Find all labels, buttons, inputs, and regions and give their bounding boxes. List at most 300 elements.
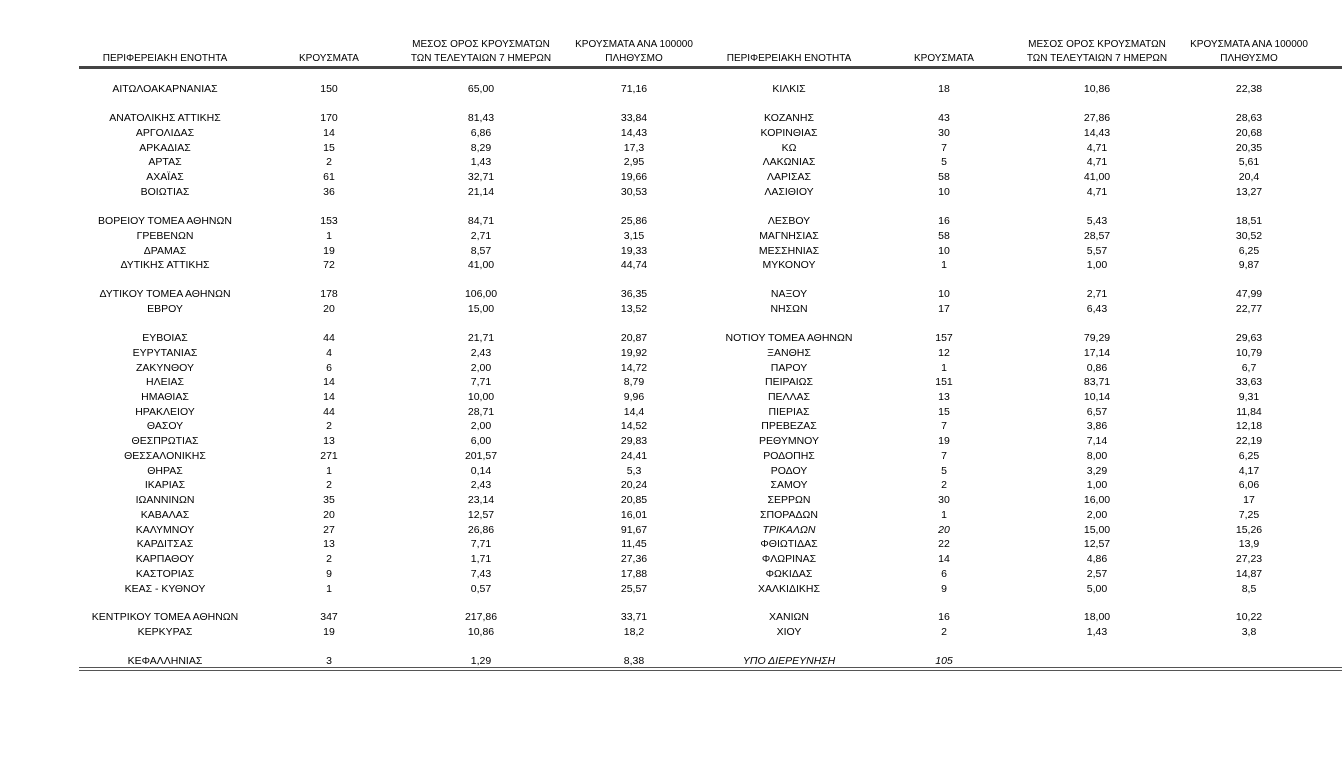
left-avg7-cell: 65,00 [467, 83, 495, 95]
left-per100k-cell: 2,95 [623, 156, 645, 168]
left-cases-cell: 178 [320, 288, 338, 300]
left-cases-cell: 14 [323, 391, 335, 403]
left-cases-cell: 20 [323, 509, 335, 521]
table-row [79, 170, 1342, 185]
right-per100k-cell: 3,8 [1241, 626, 1257, 638]
left-region-cell: ΓΡΕΒΕΝΩΝ [136, 230, 194, 242]
left-per100k-cell: 20,87 [620, 332, 648, 344]
right-avg7-cell: 4,71 [1086, 142, 1108, 154]
right-avg7-cell: 83,71 [1083, 376, 1111, 388]
right-region-cell: ΣΕΡΡΩΝ [767, 494, 811, 506]
left-per100k-cell: 91,67 [620, 524, 648, 536]
cases-table [79, 38, 1342, 667]
right-avg7-cell: 79,29 [1083, 332, 1111, 344]
right-region-cell: ΠΡΕΒΕΖΑΣ [761, 420, 817, 432]
right-region-cell: ΝΑΞΟΥ [770, 288, 808, 300]
right-per100k-cell: 17 [1243, 494, 1255, 506]
right-region-cell: ΛΕΣΒΟΥ [767, 215, 811, 227]
right-per100k-cell: 30,52 [1235, 230, 1263, 242]
left-cases-cell: 153 [320, 215, 338, 227]
left-cases-cell: 13 [323, 435, 335, 447]
right-per100k-cell: 11,84 [1236, 406, 1262, 418]
left-region-cell: ΒΟΙΩΤΙΑΣ [140, 186, 190, 198]
left-region-cell: ΑΡΚΑΔΙΑΣ [139, 142, 191, 154]
right-cases-cell: 6 [941, 568, 947, 580]
left-region-cell: ΘΕΣΣΑΛΟΝΙΚΗΣ [124, 450, 206, 462]
left-per100k-cell: 14,43 [620, 127, 648, 139]
right-region-cell: ΡΟΔΟΠΗΣ [763, 450, 815, 462]
left-per100k-cell: 3,15 [623, 230, 645, 242]
left-avg7-cell: 201,57 [464, 450, 498, 462]
table-row [79, 390, 1342, 405]
right-cases-cell: 16 [938, 215, 950, 227]
right-region-cell: ΦΩΚΙΔΑΣ [765, 568, 813, 580]
left-avg7-cell: 21,71 [467, 332, 495, 344]
left-region-cell: ΚΑΒΑΛΑΣ [140, 509, 190, 521]
right-per100k-cell: 6,7 [1241, 362, 1257, 374]
right-region-cell: ΡΟΔΟΥ [770, 465, 808, 477]
right-avg7-cell: 4,86 [1086, 553, 1108, 565]
left-per100k-cell: 16,01 [620, 509, 648, 521]
table-row [79, 244, 1342, 259]
left-cases-cell: 2 [326, 156, 332, 168]
right-avg7-cell: 5,57 [1086, 245, 1108, 257]
left-region-cell: ΘΑΣΟΥ [146, 420, 184, 432]
right-cases-cell: 58 [938, 230, 950, 242]
table-row [79, 302, 1342, 317]
left-cases-cell: 27 [323, 524, 335, 536]
table-row [79, 449, 1342, 464]
right-avg7-cell: 4,71 [1086, 186, 1108, 198]
table-row [79, 185, 1342, 200]
right-cases-cell: 9 [941, 583, 947, 595]
right-avg7-cell: 3,86 [1086, 420, 1108, 432]
left-avg7-cell: 32,71 [467, 171, 495, 183]
right-region-cell: ΥΠΟ ΔΙΕΡΕΥΝΗΣΗ [742, 655, 836, 667]
left-cases-cell: 170 [320, 112, 338, 124]
left-region-cell: ΕΒΡΟΥ [147, 303, 183, 315]
right-cases-cell: 58 [938, 171, 950, 183]
right-avg7-cell: 12,57 [1083, 538, 1111, 550]
right-per100k-cell: 12,18 [1235, 420, 1263, 432]
right-per100k-cell: 29,63 [1235, 332, 1263, 344]
left-avg7-cell: 8,29 [470, 142, 492, 154]
right-avg7-cell: 5,43 [1086, 215, 1108, 227]
table-row [79, 582, 1342, 597]
left-avg7-cell: 6,86 [470, 127, 492, 139]
right-per100k-cell: 33,63 [1235, 376, 1263, 388]
left-region-cell: ΚΕΝΤΡΙΚΟΥ ΤΟΜΕΑ ΑΘΗΝΩΝ [91, 611, 239, 623]
right-cases-cell: 5 [941, 156, 947, 168]
right-per100k-cell: 9,87 [1238, 259, 1260, 271]
left-per100k-cell: 17,88 [620, 568, 648, 580]
left-per100k-cell: 25,57 [620, 583, 648, 595]
right-region-cell: ΚΩ [781, 142, 797, 154]
left-per100k-cell: 8,79 [623, 376, 645, 388]
left-region-cell: ΗΡΑΚΛΕΙΟΥ [135, 406, 195, 418]
right-region-cell: ΜΕΣΣΗΝΙΑΣ [758, 245, 820, 257]
left-cases-cell: 44 [323, 406, 335, 418]
left-per100k-cell: 14,52 [620, 420, 648, 432]
left-cases-cell: 36 [323, 186, 335, 198]
right-region-cell: ΦΘΙΩΤΙΔΑΣ [760, 538, 818, 550]
header-avg7-line1: ΜΕΣΟΣ ΟΡΟΣ ΚΡΟΥΣΜΑΤΩΝ [412, 39, 550, 50]
right-cases-cell: 10 [938, 186, 950, 198]
right-avg7-cell: 16,00 [1083, 494, 1111, 506]
left-per100k-cell: 24,41 [620, 450, 648, 462]
right-cases-cell: 13 [938, 391, 950, 403]
left-avg7-cell: 15,00 [467, 303, 495, 315]
right-avg7-cell: 2,57 [1086, 568, 1108, 580]
left-per100k-cell: 33,71 [620, 611, 648, 623]
right-region-cell: ΧΑΛΚΙΔΙΚΗΣ [758, 583, 820, 595]
header-per100k-line2: ΠΛΗΘΥΣΜΟ [605, 53, 663, 64]
left-per100k-cell: 18,2 [623, 626, 645, 638]
header-avg7-left [401, 38, 561, 66]
left-region-cell: ΚΕΦΑΛΛΗΝΙΑΣ [127, 655, 203, 667]
right-cases-cell: 15 [938, 406, 950, 418]
right-cases-cell: 151 [935, 376, 953, 388]
right-cases-cell: 30 [938, 494, 950, 506]
table-row [79, 478, 1342, 493]
left-per100k-cell: 33,84 [620, 112, 648, 124]
right-per100k-cell: 20,68 [1235, 127, 1263, 139]
right-avg7-cell: 6,43 [1086, 303, 1108, 315]
left-region-cell: ΔΡΑΜΑΣ [143, 245, 187, 257]
right-per100k-cell: 7,25 [1238, 509, 1260, 521]
left-region-cell: ΘΗΡΑΣ [147, 465, 183, 477]
left-region-cell: ΔΥΤΙΚΟΥ ΤΟΜΕΑ ΑΘΗΝΩΝ [99, 288, 231, 300]
left-cases-cell: 61 [323, 171, 335, 183]
header-per100k-line1: ΚΡΟΥΣΜΑΤΑ ΑΝΑ 100000 [575, 39, 693, 50]
left-avg7-cell: 21,14 [467, 186, 495, 198]
right-per100k-cell: 4,17 [1238, 465, 1260, 477]
right-per100k-cell: 10,79 [1235, 347, 1263, 359]
left-cases-cell: 44 [323, 332, 335, 344]
table-row [79, 508, 1342, 523]
right-avg7-cell: 3,29 [1086, 465, 1108, 477]
left-per100k-cell: 36,35 [620, 288, 648, 300]
table-row [79, 141, 1342, 156]
left-per100k-cell: 20,24 [620, 479, 648, 491]
table-row [79, 434, 1342, 449]
right-cases-cell: 2 [941, 626, 947, 638]
header-region-left: ΠΕΡΙΦΕΡΕΙΑΚΗ ΕΝΟΤΗΤΑ [102, 53, 228, 64]
right-per100k-cell: 47,99 [1235, 288, 1263, 300]
left-per100k-cell: 14,72 [620, 362, 648, 374]
left-region-cell: ΘΕΣΠΡΩΤΙΑΣ [131, 435, 199, 447]
table-row [79, 537, 1342, 552]
table-row [79, 625, 1342, 640]
right-cases-cell: 7 [941, 142, 947, 154]
left-region-cell: ΚΑΛΥΜΝΟΥ [135, 524, 195, 536]
left-region-cell: ΑΡΓΟΛΙΔΑΣ [135, 127, 195, 139]
right-avg7-cell: 2,00 [1086, 509, 1108, 521]
right-region-cell: ΣΠΟΡΑΔΩΝ [760, 509, 818, 521]
table-row [79, 287, 1342, 302]
left-avg7-cell: 2,43 [470, 479, 492, 491]
left-avg7-cell: 26,86 [467, 524, 495, 536]
right-avg7-cell: 2,71 [1086, 288, 1108, 300]
right-avg7-cell: 10,86 [1083, 83, 1111, 95]
table-row [79, 331, 1342, 346]
header-avg7-right [1017, 38, 1177, 66]
right-cases-cell: 7 [941, 420, 947, 432]
right-avg7-cell: 7,14 [1086, 435, 1108, 447]
right-cases-cell: 105 [935, 655, 953, 667]
right-avg7-cell: 10,14 [1083, 391, 1111, 403]
right-region-cell: ΠΙΕΡΙΑΣ [768, 406, 810, 418]
right-cases-cell: 12 [938, 347, 950, 359]
left-avg7-cell: 10,86 [467, 626, 495, 638]
left-avg7-cell: 7,43 [470, 568, 492, 580]
left-cases-cell: 1 [326, 230, 332, 242]
right-cases-cell: 2 [941, 479, 947, 491]
right-region-cell: ΠΕΛΛΑΣ [767, 391, 811, 403]
right-region-cell: ΦΛΩΡΙΝΑΣ [761, 553, 817, 565]
right-region-cell: ΠΑΡΟΥ [770, 362, 808, 374]
right-cases-cell: 1 [941, 362, 947, 374]
right-region-cell: ΛΑΣΙΘΙΟΥ [764, 186, 814, 198]
left-avg7-cell: 2,43 [470, 347, 492, 359]
table-row [79, 258, 1342, 273]
right-cases-cell: 14 [938, 553, 950, 565]
left-cases-cell: 1 [326, 465, 332, 477]
right-per100k-cell: 15,26 [1235, 524, 1263, 536]
left-avg7-cell: 7,71 [470, 538, 492, 550]
left-cases-cell: 19 [323, 245, 335, 257]
right-per100k-cell: 22,19 [1235, 435, 1263, 447]
left-avg7-cell: 28,71 [467, 406, 495, 418]
left-avg7-cell: 2,00 [470, 420, 492, 432]
right-cases-cell: 5 [941, 465, 947, 477]
left-per100k-cell: 13,52 [620, 303, 648, 315]
table-row [79, 82, 1342, 97]
right-region-cell: ΠΕΙΡΑΙΩΣ [765, 376, 813, 388]
left-avg7-cell: 81,43 [467, 112, 495, 124]
table-row [79, 346, 1342, 361]
left-avg7-cell: 12,57 [467, 509, 495, 521]
left-cases-cell: 35 [323, 494, 335, 506]
left-region-cell: ΔΥΤΙΚΗΣ ΑΤΤΙΚΗΣ [120, 259, 210, 271]
right-cases-cell: 30 [938, 127, 950, 139]
table-row [79, 229, 1342, 244]
left-region-cell: ΚΑΡΔΙΤΣΑΣ [136, 538, 194, 550]
left-cases-cell: 14 [323, 376, 335, 388]
right-per100k-cell: 9,31 [1238, 391, 1260, 403]
table-row [79, 361, 1342, 376]
table-row [79, 567, 1342, 582]
right-per100k-cell: 20,4 [1238, 171, 1260, 183]
left-per100k-cell: 30,53 [620, 186, 648, 198]
right-avg7-cell: 18,00 [1083, 611, 1111, 623]
right-avg7-cell: 6,57 [1086, 406, 1108, 418]
right-avg7-cell: 0,86 [1086, 362, 1108, 374]
table-row [79, 610, 1342, 625]
left-avg7-cell: 8,57 [470, 245, 492, 257]
left-avg7-cell: 23,14 [467, 494, 495, 506]
left-avg7-cell: 0,57 [470, 583, 492, 595]
left-cases-cell: 150 [320, 83, 338, 95]
left-region-cell: ΚΕΑΣ - ΚΥΘΝΟΥ [124, 583, 206, 595]
left-per100k-cell: 44,74 [620, 259, 648, 271]
right-avg7-cell: 41,00 [1083, 171, 1111, 183]
right-region-cell: ΚΙΛΚΙΣ [772, 83, 806, 95]
left-cases-cell: 14 [323, 127, 335, 139]
left-region-cell: ΚΕΡΚΥΡΑΣ [137, 626, 193, 638]
table-row [79, 552, 1342, 567]
left-avg7-cell: 10,00 [467, 391, 495, 403]
left-avg7-cell: 217,86 [464, 611, 498, 623]
left-region-cell: ΕΥΡΥΤΑΝΙΑΣ [132, 347, 198, 359]
table-row [79, 375, 1342, 390]
table-row [79, 405, 1342, 420]
left-cases-cell: 2 [326, 553, 332, 565]
header-per100k-right [1184, 38, 1314, 66]
left-region-cell: ΕΥΒΟΙΑΣ [142, 332, 188, 344]
right-cases-cell: 1 [941, 259, 947, 271]
right-cases-cell: 43 [938, 112, 950, 124]
left-per100k-cell: 20,85 [620, 494, 648, 506]
table-row [79, 523, 1342, 538]
header-avg7-line1: ΜΕΣΟΣ ΟΡΟΣ ΚΡΟΥΣΜΑΤΩΝ [1028, 39, 1166, 50]
left-avg7-cell: 1,71 [470, 553, 492, 565]
right-per100k-cell: 10,22 [1235, 611, 1263, 623]
left-region-cell: ΑΝΑΤΟΛΙΚΗΣ ΑΤΤΙΚΗΣ [109, 112, 221, 124]
left-per100k-cell: 8,38 [623, 655, 645, 667]
header-per100k-left [569, 38, 699, 66]
header-avg7-line2: ΤΩΝ ΤΕΛΕΥΤΑΙΩΝ 7 ΗΜΕΡΩΝ [410, 53, 552, 64]
right-region-cell: ΧΑΝΙΩΝ [769, 611, 809, 623]
left-avg7-cell: 0,14 [470, 465, 492, 477]
left-avg7-cell: 84,71 [467, 215, 495, 227]
left-region-cell: ΒΟΡΕΙΟΥ ΤΟΜΕΑ ΑΘΗΝΩΝ [98, 215, 232, 227]
right-per100k-cell: 22,38 [1235, 83, 1263, 95]
right-cases-cell: 10 [938, 288, 950, 300]
right-region-cell: ΝΟΤΙΟΥ ΤΟΜΕΑ ΑΘΗΝΩΝ [725, 332, 853, 344]
left-per100k-cell: 11,45 [621, 538, 647, 550]
left-cases-cell: 347 [320, 611, 338, 623]
table-row [79, 493, 1342, 508]
right-region-cell: ΜΥΚΟΝΟΥ [762, 259, 816, 271]
right-region-cell: ΤΡΙΚΑΛΩΝ [762, 524, 816, 536]
right-per100k-cell: 13,9 [1238, 538, 1260, 550]
left-per100k-cell: 14,4 [623, 406, 645, 418]
left-region-cell: ΑΡΤΑΣ [148, 156, 182, 168]
right-cases-cell: 1 [941, 509, 947, 521]
right-region-cell: ΡΕΘΥΜΝΟΥ [758, 435, 819, 447]
right-avg7-cell: 28,57 [1083, 230, 1111, 242]
table-row [79, 464, 1342, 479]
left-per100k-cell: 5,3 [626, 465, 642, 477]
header-region-right: ΠΕΡΙΦΕΡΕΙΑΚΗ ΕΝΟΤΗΤΑ [726, 53, 852, 64]
left-per100k-cell: 25,86 [620, 215, 648, 227]
right-per100k-cell: 14,87 [1235, 568, 1263, 580]
right-region-cell: ΛΑΚΩΝΙΑΣ [762, 156, 816, 168]
left-cases-cell: 2 [326, 479, 332, 491]
left-avg7-cell: 2,00 [470, 362, 492, 374]
left-per100k-cell: 17,3 [623, 142, 645, 154]
left-per100k-cell: 19,66 [620, 171, 648, 183]
right-region-cell: ΞΑΝΘΗΣ [767, 347, 811, 359]
right-per100k-cell: 6,25 [1238, 450, 1260, 462]
right-cases-cell: 16 [938, 611, 950, 623]
right-avg7-cell: 17,14 [1083, 347, 1111, 359]
right-region-cell: ΚΟΡΙΝΘΙΑΣ [760, 127, 818, 139]
right-avg7-cell: 5,00 [1086, 583, 1108, 595]
right-per100k-cell: 18,51 [1235, 215, 1263, 227]
right-per100k-cell: 13,27 [1235, 186, 1263, 198]
right-cases-cell: 157 [935, 332, 953, 344]
left-cases-cell: 3 [326, 655, 332, 667]
right-per100k-cell: 20,35 [1235, 142, 1263, 154]
left-cases-cell: 15 [323, 142, 335, 154]
header-avg7-line2: ΤΩΝ ΤΕΛΕΥΤΑΙΩΝ 7 ΗΜΕΡΩΝ [1026, 53, 1168, 64]
table-row [79, 155, 1342, 170]
right-cases-cell: 20 [938, 524, 950, 536]
left-avg7-cell: 1,29 [470, 655, 492, 667]
left-region-cell: ΚΑΡΠΑΘΟΥ [135, 553, 195, 565]
header-cases-right: ΚΡΟΥΣΜΑΤΑ [914, 53, 974, 64]
left-avg7-cell: 2,71 [470, 230, 492, 242]
right-per100k-cell: 8,5 [1241, 583, 1257, 595]
right-per100k-cell: 6,25 [1238, 245, 1260, 257]
left-avg7-cell: 41,00 [467, 259, 495, 271]
left-region-cell: ΑΙΤΩΛΟΑΚΑΡΝΑΝΙΑΣ [112, 83, 218, 95]
table-bottom-rule [79, 667, 1342, 671]
right-region-cell: ΣΑΜΟΥ [770, 479, 808, 491]
left-avg7-cell: 6,00 [470, 435, 492, 447]
right-avg7-cell: 27,86 [1083, 112, 1111, 124]
left-cases-cell: 72 [323, 259, 335, 271]
left-region-cell: ΙΩΑΝΝΙΝΩΝ [135, 494, 195, 506]
right-region-cell: ΝΗΣΩΝ [770, 303, 808, 315]
left-cases-cell: 1 [326, 583, 332, 595]
right-region-cell: ΧΙΟΥ [776, 626, 802, 638]
right-avg7-cell: 1,00 [1086, 259, 1108, 271]
header-per100k-line1: ΚΡΟΥΣΜΑΤΑ ΑΝΑ 100000 [1190, 39, 1308, 50]
right-per100k-cell: 22,77 [1235, 303, 1263, 315]
right-avg7-cell: 8,00 [1086, 450, 1108, 462]
right-cases-cell: 22 [938, 538, 950, 550]
table-row [79, 126, 1342, 141]
left-region-cell: ΗΛΕΙΑΣ [145, 376, 184, 388]
header-per100k-line2: ΠΛΗΘΥΣΜΟ [1220, 53, 1278, 64]
left-per100k-cell: 19,33 [620, 245, 648, 257]
left-region-cell: ΑΧΑΪΑΣ [146, 171, 184, 183]
header-cases-left: ΚΡΟΥΣΜΑΤΑ [299, 53, 359, 64]
right-region-cell: ΜΑΓΝΗΣΙΑΣ [759, 230, 819, 242]
left-cases-cell: 20 [323, 303, 335, 315]
right-region-cell: ΚΟΖΑΝΗΣ [764, 112, 814, 124]
table-row [79, 214, 1342, 229]
table-header [79, 38, 1342, 69]
right-cases-cell: 7 [941, 450, 947, 462]
left-region-cell: ΖΑΚΥΝΘΟΥ [135, 362, 194, 374]
left-cases-cell: 19 [323, 626, 335, 638]
right-region-cell: ΛΑΡΙΣΑΣ [767, 171, 811, 183]
table-row [79, 111, 1342, 126]
left-avg7-cell: 7,71 [470, 376, 492, 388]
left-cases-cell: 271 [320, 450, 338, 462]
right-per100k-cell: 27,23 [1235, 553, 1263, 565]
left-cases-cell: 4 [326, 347, 332, 359]
right-avg7-cell: 1,43 [1086, 626, 1108, 638]
left-region-cell: ΚΑΣΤΟΡΙΑΣ [135, 568, 195, 580]
right-cases-cell: 19 [938, 435, 950, 447]
left-per100k-cell: 29,83 [620, 435, 648, 447]
left-avg7-cell: 106,00 [464, 288, 498, 300]
